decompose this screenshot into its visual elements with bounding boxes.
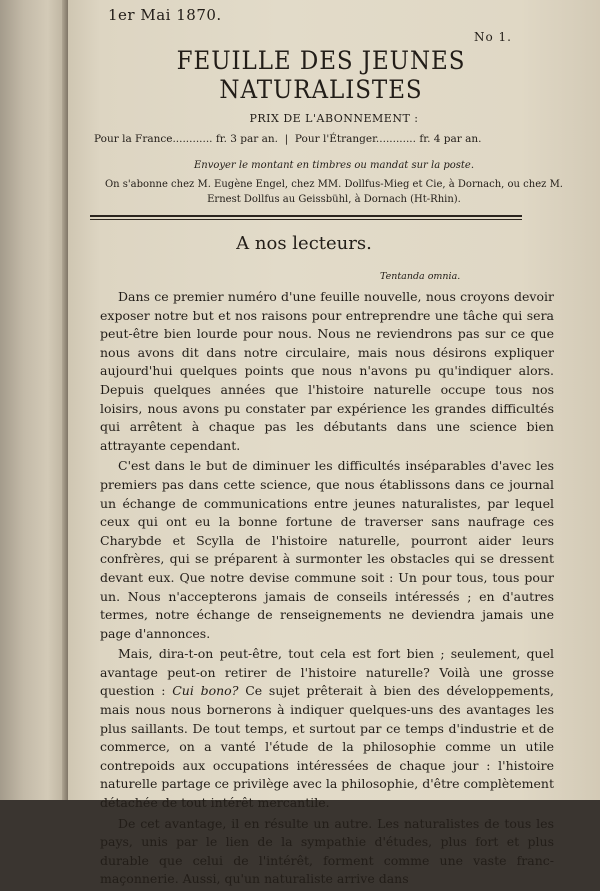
article-epigraph: Tentanda omnia.: [380, 271, 461, 282]
latin-phrase: Cui bono?: [172, 683, 239, 699]
paragraph: De cet avantage, il en résulte un autre. Les naturalistes de tous les pays, unis par le lien de la sympathie d'études, plus fort et plus durable que celui de l'intérêt, forment comme une vaste franc-maçonnerie. Aussi, qu'un naturaliste arrive dans: [100, 815, 554, 887]
payment-note: Envoyer le montant en timbres ou mandat sur la poste.: [193, 160, 475, 171]
paragraph-text: Ce sujet prêterait à bien des développements, mais nous nous bornerons à indiquer quelques-uns des avantages les plus saillants. De tout temps, et surtout par ce temps d'industrie et de commerce, on a vanté l'étude de la philosophie comme un utile contrepoids aux occupations intéressées de chaque jour : l'histoire naturelle partage ce privilège avec la philosophie, d'être complètement détachée de tout intérêt mercantile.: [100, 683, 554, 811]
divider-thin: [90, 219, 522, 220]
masthead-title: FEUILLE DES JEUNES NATURALISTES: [176, 46, 466, 104]
paragraph: Dans ce premier numéro d'une feuille nouvelle, nous croyons devoir exposer notre but et nos raisons pour entreprendre une tâche qui sera peut-être bien lourde pour nous. Nous ne reviendrons pas sur ce que nous avons dit dans notre circulaire, mais nous désirons expliquer aujourd'hui quelques points que nous n'avons pu qu'indiquer alors. Depuis quelques années que l'histoire naturelle occupe tous nos loisirs, nous avons pu constater par expérience les grandes difficultés qui arrêtent à chaque pas les débutants dans une science bien attrayante cependant.: [100, 289, 554, 453]
paragraph: [100, 645, 554, 812]
subscription-address: On s'abonne chez M. Eugène Engel, chez MM. Dollfus-Mieg et Cie, à Dornach, ou chez M. Ernest Dollfus au Geissbühl, à Dornach (Ht-Rhin).: [104, 179, 563, 205]
price-line: Pour la France............ fr. 3 par an. | Pour l'Étranger............ fr. 4 par an.: [94, 133, 482, 145]
issue-number: No 1.: [474, 30, 512, 44]
journal-page: [68, 0, 600, 887]
paragraph-text: Mais, dira-t-on peut-être, tout cela est fort bien ; seulement, quel avantage peut-on retirer de l'histoire naturelle? Voilà une grosse question :: [100, 646, 554, 699]
article-heading: A nos lecteurs.: [236, 233, 372, 254]
subscription-heading: PRIX DE L'ABONNEMENT :: [249, 112, 419, 125]
paragraph: C'est dans le but de diminuer les difficultés inséparables d'avec les premiers pas dans cette science, que nous établissons dans ce journal un échange de communications entre jeunes naturalistes, par lequel ceux qui ont eu la bonne fortune de traverser sans naufrage ces Charybde et Scylla de l'histoire naturelle, pourront aider leurs confrères, qui se préparent à surmonter les obstacles qui se dressent devant eux. Que notre devise commune soit : Un pour tous, tous pour un. Nous n'accepterons jamais de conseils intéressés ; en d'autres termes, notre échange de renseignements ne deviendra jamais une page d'annonces.: [100, 458, 554, 641]
article-body: [100, 288, 554, 891]
book-binding: [0, 0, 68, 800]
issue-date: 1er Mai 1870.: [108, 6, 222, 24]
divider-thick: [90, 215, 522, 217]
subscription-prices: [94, 133, 574, 145]
